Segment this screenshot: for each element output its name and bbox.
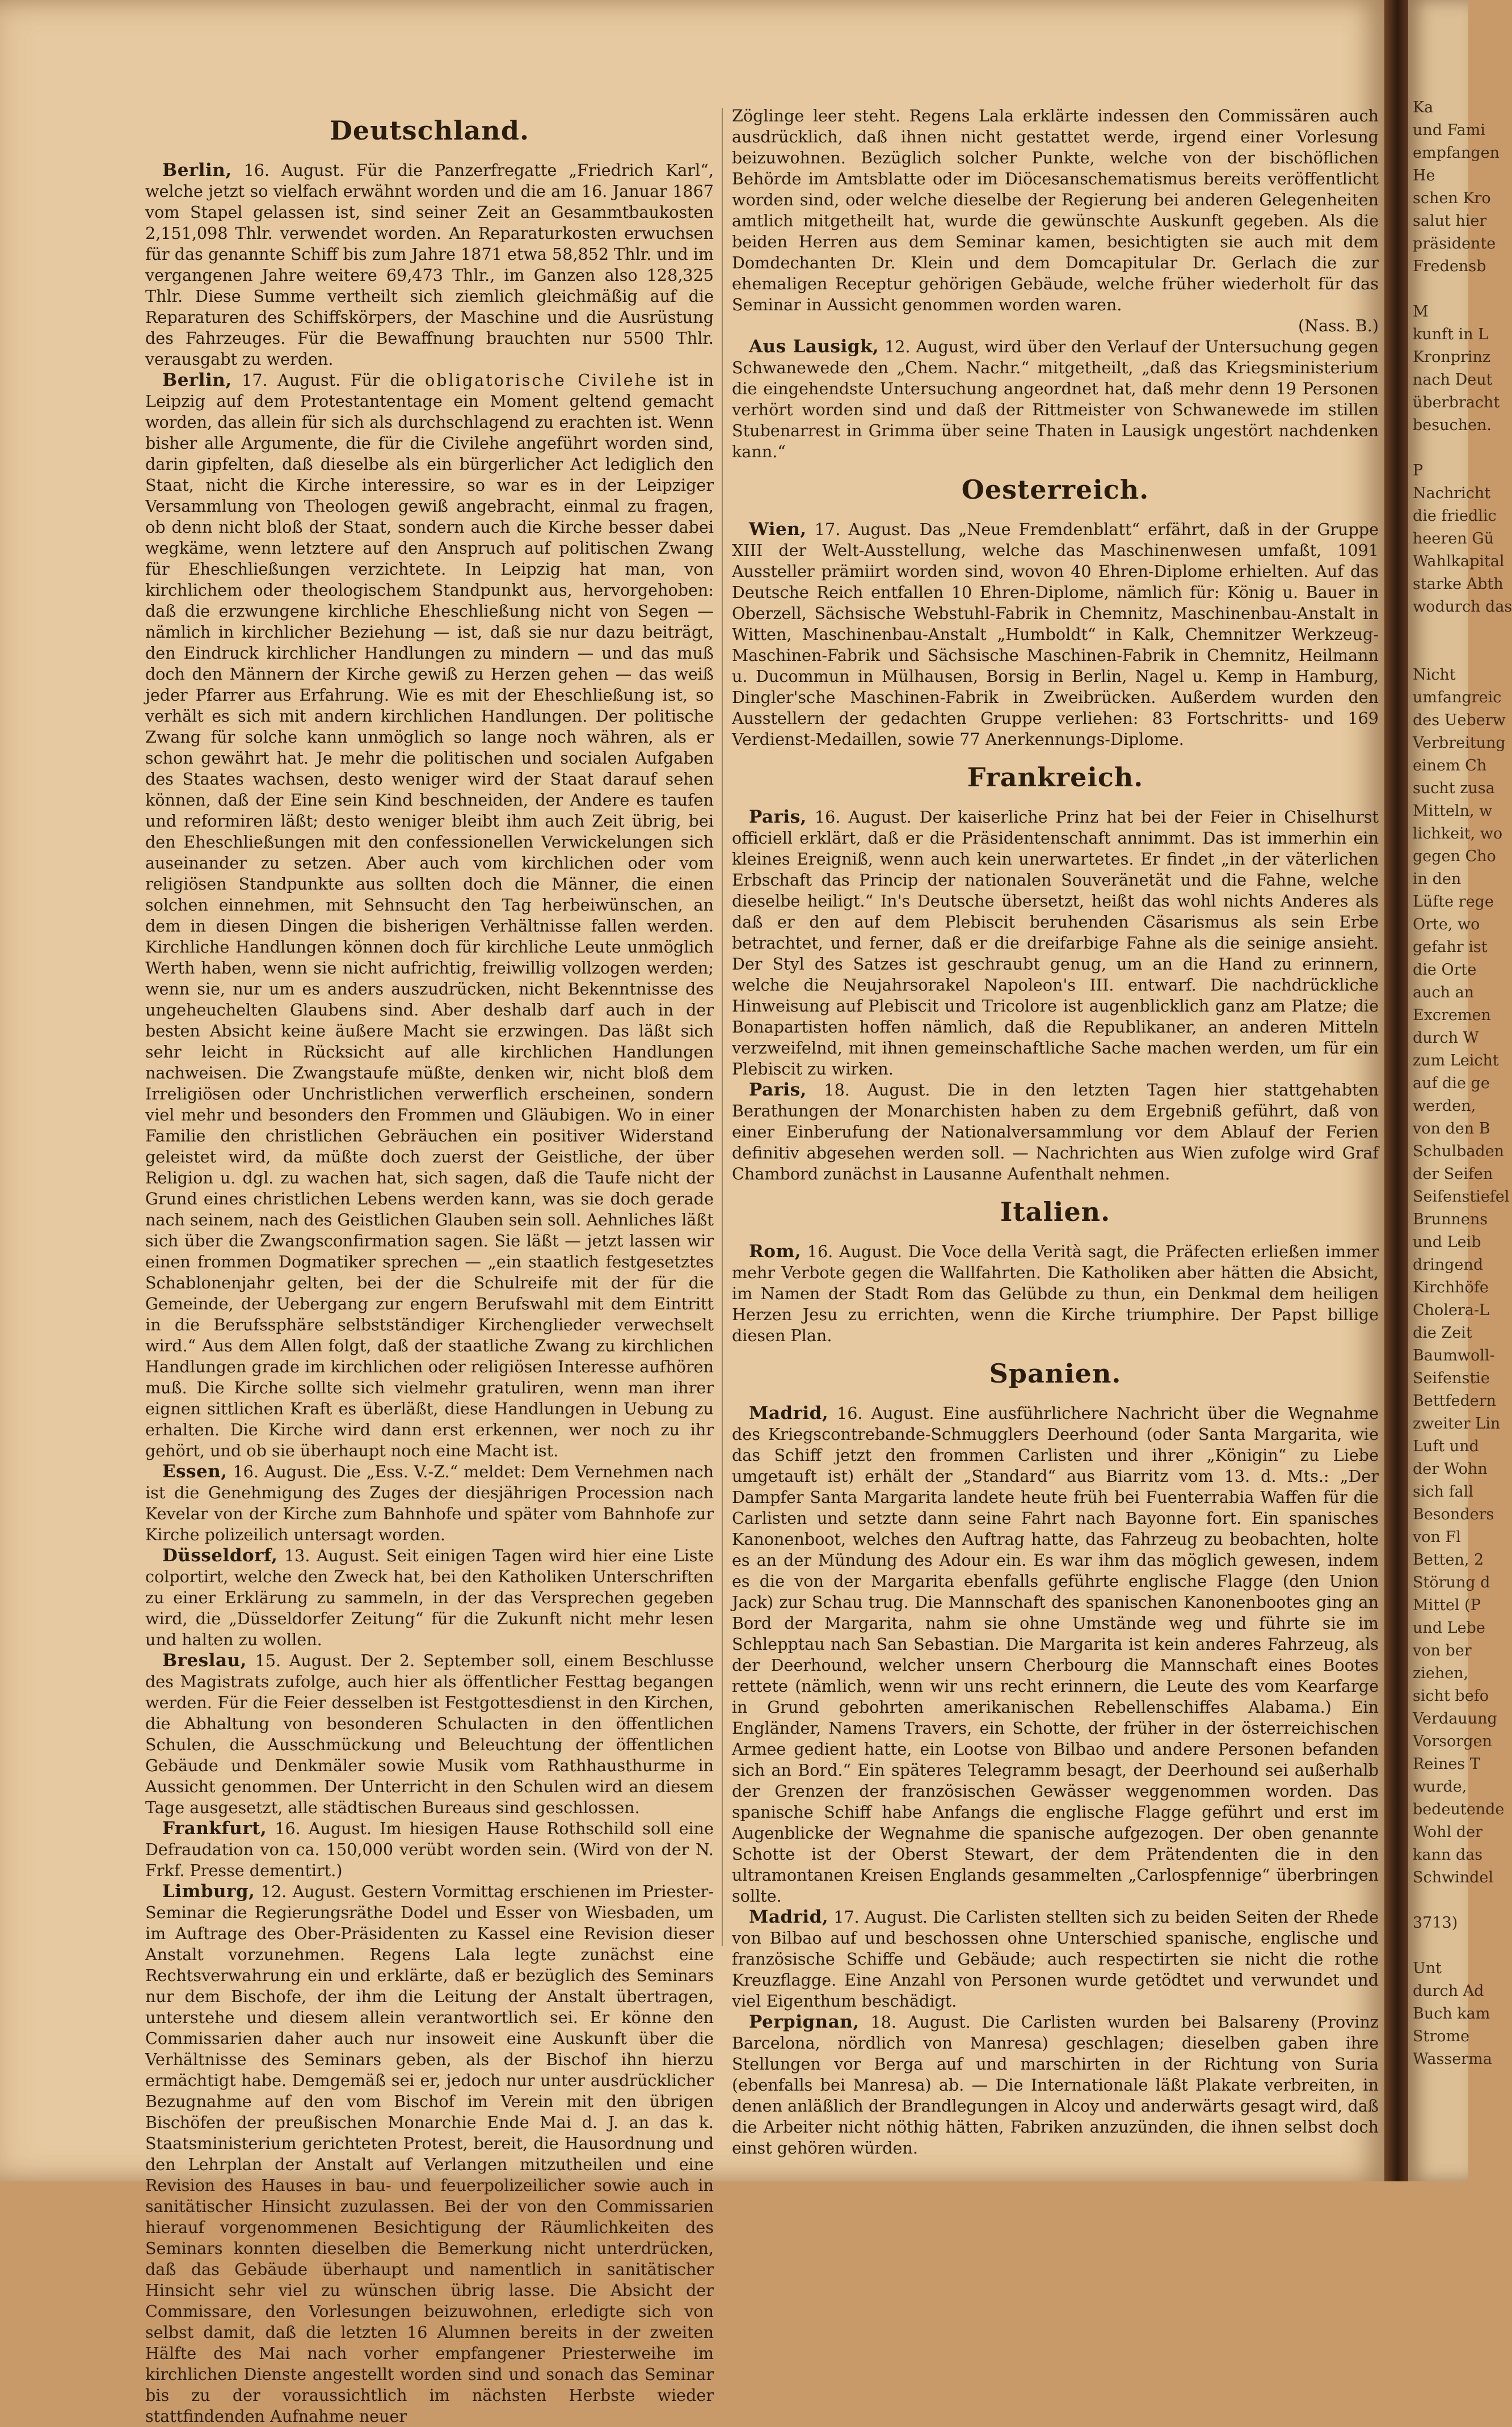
adjacent-page-line: und Fami [1413,121,1485,139]
section-heading-italien: Italien. [1000,1196,1111,1227]
adjacent-page-line: starke Abth [1413,575,1503,593]
article-lausigk [732,336,1379,462]
article-berlin-16-text: 16. August. Für die Panzerfregatte „Friedrich Karl“, welche jetzt so vielfach erwähnt worden und die am 16. Januar 1867 vom Stapel gelassen ist, sind seiner Zeit an Gesammtbaukosten 2,151,098 Thlr. verwendet worden. An Reparaturkosten erwuchsen für das genannte Schiff bis zum Jahre 1871 etwa 58,852 Thlr. und im vergangenen Jahre weitere 69,473 Thlr., im Ganzen also 128,325 Thlr. Diese Summe vertheilt sich ziemlich gleichmäßig auf die Reparaturen des Schiffskörpers, der Maschine und die Ausrüstung des Fahrzeuges. Für die Bewaffnung brauchten nur 5500 Thlr. verausgabt zu werden. [145,161,714,369]
article-duesseldorf-text: 13. August. Seit einigen Tagen wird hier eine Liste colportirt, welche den Zweck hat, bei den Katholiken Unterschriften zu einer Erklärung zu sammeln, in der das Versprechen gegeben wird, die „Düsseldorfer Zeitung“ für die Zukunft nicht mehr lesen und halten zu wollen. [145,1546,714,1649]
adjacent-page-line: Buch kam [1413,2005,1490,2022]
dateline-rom: Rom, [749,1241,802,1262]
adjacent-page-line: die Zeit [1413,1324,1472,1342]
adjacent-page-line: dringend [1413,1256,1484,1274]
article-frankfurt [145,1818,714,1881]
adjacent-page-line: nach Deut [1413,371,1493,389]
article-perpignan [732,2012,1379,2159]
article-breslau [145,1650,714,1818]
adjacent-page-line: Cholera-L [1413,1301,1489,1319]
adjacent-page-line [1413,618,1468,641]
book-spine-gutter [1384,0,1408,2181]
adjacent-page-line: Orte, wo [1413,916,1480,933]
adjacent-page-line: Seifenstie [1413,1370,1490,1387]
article-berlin-16 [145,160,714,370]
adjacent-page-line: Wahlkapital [1413,553,1505,570]
dateline-breslau: Breslau, [162,1650,247,1671]
article-paris-16 [732,807,1379,1080]
adjacent-page-line: Strome [1413,2028,1470,2045]
section-heading-spanien: Spanien. [989,1358,1122,1389]
adjacent-page-line: bedeutende [1413,1801,1505,1818]
adjacent-page-line: Vorsorgen [1413,1733,1492,1750]
adjacent-page-line [1413,641,1468,664]
adjacent-page-line: heeren Gü [1413,530,1494,547]
adjacent-page-line: Lüfte rege [1413,893,1494,911]
article-berlin-17-text-b: ist in Leipzig auf dem Protestantentage ein Moment geltend gemacht worden, das allein für sich als durchschlagend zu erachten ist. Wenn bisher alle Argumente, die für die Civilehe angeführt worden sind, darin gipfelten, daß dieselbe als ein bürgerlicher Act lediglich den Staat, nicht die Kirche interessire, so war es in der Leipziger Versammlung von Theologen gewiß angebracht, einmal zu fragen, ob denn nicht bloß der Staat, sondern auch die Kirche besser dabei wegkäme, wenn letztere auf den Anspruch auf politischen Zwang für Eheschließungen verzichtete. In Leipzig hat man, von kirchlichem oder theologischem Standpunkt aus, hervorgehoben: daß die erzwungene kirchliche Eheschließung nicht von Segen — nämlich in kirchlicher Beziehung — ist, daß sie nur dazu beiträgt, den Eindruck kirchlicher Handlungen zu mindern — und das muß doch den Männern der Kirche gewiß zu Herzen gehen — das weiß jeder Pfarrer aus Erfahrung. Wie es mit der Eheschließung ist, so verhält es sich mit andern kirchlichen Handlungen. Der politische Zwang für solche kann unmöglich so lange noch währen, als er schon gewährt hat. Je mehr die politischen und socialen Aufgaben des Staates wachsen, desto weniger wird der Staat darauf sehen können, daß der Eine sein Kind beschneiden, der Andere es taufen und reformiren läßt; desto weniger bleibt ihm auch Zeit übrig, bei den Eheschließungen mit den confessionellen Verwickelungen sich auseinander zu setzen. Aber auch vom kirchlichen oder vom religiösen Standpunkte aus sollten doch die Männer, die einen solchen einnehmen, mit Sehnsucht den Tag herbeiwünschen, an dem in diesen Dingen die bisherigen Verhältnisse fallen werden. Kirchliche Handlungen können doch für kirchliche Leute unmöglich Werth haben, wenn sie nicht aufrichtig, freiwillig vollzogen werden; wenn sie, nur um es anders auszudrücken, nicht Bekenntnisse des ungeheuchelten Glaubens sind. Aber deshalb darf auch in der besten Absicht keine äußere Macht sie erzwingen. Das läßt sich sehr leicht in Rücksicht auf alle kirchlichen Handlungen nachweisen. Die Zwangstaufe müßte, denken wir, nicht bloß dem Irreligiösen oder Unchristlichen verwerflich erscheinen, sondern viel mehr und besonders den Frommen und Gläubigen. Wo in einer Familie den christlichen Gebräuchen ein positiver Widerstand geleistet wird, da müßte doch zuerst der Geistliche, der über Religion u. dgl. zu wachen hat, sich sagen, daß die Taufe nicht der Grund eines christlichen Lebens werden kann, was sie doch gerade nach seinem, nach des Geistlichen Glauben sein soll. Aehnliches läßt sich über die Zwangsconfirmation sagen. Sie läßt — jetzt lassen wir einen frommen Dogmatiker sprechen — „ein staatlich festgesetztes Schablonenjahr gelten, bei der die Schulreife mit der für die Gemeinde, der Uebergang zur engern Berufswahl mit dem Eintritt in die Berufssphäre selbstständiger Kirchenglieder verwechselt wird.“ Aus dem Allen folgt, daß der staatliche Zwang zu kirchlichen Handlungen grade im kirchlichen oder religiösen Interesse aufhören muß. Die Kirche sollte sich vielmehr gratuliren, wenn man ihrer eignen sittlichen Kraft es überläßt, diese Handlungen in Uebung zu erhalten. Die Kirche wird dann erst erkennen, wer noch zu ihr gehört, und ob sie überhaupt noch eine Macht ist. [145,370,714,1460]
article-duesseldorf [145,1545,714,1650]
article-paris-18-text: 18. August. Die in den letzten Tagen hier stattgehabten Berathungen der Monarchisten haben zu dem Ergebniß geführt, daß von einer Einberufung der Nationalversammlung vor dem Ablauf der Ferien definitiv abgesehen werden soll. — Nachrichten aus Wien zufolge wird Graf Chambord zunächst in Lausanne Aufenthalt nehmen. [732,1080,1379,1183]
adjacent-page-line [1413,278,1468,301]
adjacent-page-line: werden, [1413,1097,1476,1115]
adjacent-page-line: wodurch das [1413,598,1512,616]
adjacent-page-line: überbracht [1413,394,1500,411]
adjacent-page-line: Verdauung [1413,1710,1497,1727]
adjacent-page-line: schen Kro [1413,189,1491,207]
right-column [732,106,1379,2158]
adjacent-page-line: gegen Cho [1413,848,1496,865]
adjacent-page-edge [1408,0,1512,2181]
article-essen [145,1461,714,1545]
adjacent-page-line: der Seifen [1413,1165,1493,1183]
article-breslau-text: 15. August. Der 2. September soll, einem Beschlusse des Magistrats zufolge, auch hier als öffentlicher Festtag begangen werden. Für die Feier desselben ist Festgottesdienst in den Kirchen, die Abhaltung von besonderen Schulacten in den öffentlichen Schulen, die Ausschmückung und Beleuchtung der öffentlichen Gebäude und Denkmäler sowie Musik vom Rathhausthurme in Aussicht genommen. Der Unterricht in den Schulen wird an diesem Tage ausgesetzt, alle städtischen Bureaus sind geschlossen. [145,1651,714,1817]
adjacent-page-line: M [1413,303,1429,321]
article-berlin-17-text-a: 17. August. Für die [231,370,426,390]
adjacent-page-line: besuchen. [1413,416,1492,434]
adjacent-page-line: Unt [1413,1960,1442,1977]
adjacent-page-line: von Fl [1413,1528,1461,1546]
adjacent-page-line: Brunnens [1413,1211,1488,1228]
adjacent-page-line: gefahr ist [1413,938,1488,956]
adjacent-page-line: umfangreic [1413,689,1502,706]
adjacent-page-line: des Ueberw [1413,711,1506,729]
adjacent-page-line: Kirchhöfe [1413,1279,1489,1296]
adjacent-page-line: die Orte [1413,961,1477,979]
adjacent-page-line: Schwindel [1413,1869,1494,1886]
source-signature-nass-b: (Nass. B.) [1298,316,1379,335]
dateline-berlin-16: Berlin, [162,160,232,180]
dateline-duesseldorf: Düsseldorf, [162,1545,278,1566]
adjacent-page-line: Wasserma [1413,2050,1492,2068]
adjacent-page-line: sicht befo [1413,1687,1489,1705]
adjacent-page-line: von den B [1413,1120,1490,1137]
adjacent-page-line: Fredensb [1413,258,1486,275]
dateline-madrid-16: Madrid, [749,1403,829,1423]
dateline-paris-18: Paris, [749,1080,807,1100]
dateline-berlin-17: Berlin, [162,370,232,390]
adjacent-page-line: Mittel (P [1413,1596,1481,1614]
dateline-frankfurt: Frankfurt, [162,1818,267,1839]
adjacent-page-line: zum Leicht [1413,1052,1499,1069]
adjacent-page-line: 3713) [1413,1914,1458,1932]
article-madrid-17 [732,1907,1379,2012]
adjacent-page-line: durch Ad [1413,1982,1484,2000]
adjacent-page-line [1413,437,1468,460]
article-berlin-17-emphasis: obligatorische Civilehe [425,370,659,390]
article-berlin-17 [145,370,714,1461]
adjacent-page-line: durch W [1413,1029,1479,1047]
adjacent-page-line: und Leib [1413,1233,1481,1251]
adjacent-page-line: der Wohn [1413,1460,1488,1478]
article-madrid-16 [732,1403,1379,1907]
article-paris-16-text: 16. August. Der kaiserliche Prinz hat bei der Feier in Chiselhurst officiell erklärt, daß er die Präsidentenschaft annimmt. Das ist immerhin ein kleines Ereigniß, wenn auch kein unerwartetes. Er findet „in der väterlichen Erbschaft das Princip der nationalen Souveränetät und die Fahne, welche dieselbe heiligt.“ In's Deutsche übersetzt, heißt das wohl nichts Anderes als daß er den auf dem Plebiscit beruhenden Cäsarismus als sein Erbe betrachtet, und ferner, daß er die dreifarbige Fahne als die seinige ansieht. Der Styl des Satzes ist geschraubt genug, um an die Hand zu erinnern, welche die Neujahrsorakel Napoleon's III. entwarf. Die nachdrückliche Hinweisung auf Plebiscit und Tricolore ist augenblicklich ganz am Platze; die Bonapartisten hoffen nämlich, daß die Republikaner, an anderen Mitteln verzweifelnd, mit ihnen gemeinschaftliche Sache machen werden, um für ein Plebiscit zu wirken. [732,807,1379,1078]
section-heading-frankreich: Frankreich. [967,762,1144,793]
adjacent-page-line: Bettfedern [1413,1392,1497,1410]
adjacent-page-line: Betten, 2 [1413,1551,1484,1569]
adjacent-page-line: von ber [1413,1642,1472,1659]
article-frankfurt-text: 16. August. Im hiesigen Hause Rothschild soll eine Defraudation von ca. 150,000 verübt worden sein. (Wird von der N. Frkf. Presse dementirt.) [145,1819,714,1880]
adjacent-page-line: Störung d [1413,1574,1490,1591]
adjacent-page-line: lichkeit, wo [1413,825,1503,842]
dateline-essen: Essen, [162,1461,228,1482]
adjacent-page-line: kunft in L [1413,326,1489,343]
dateline-limburg: Limburg, [162,1881,255,1902]
adjacent-page-line: auch an [1413,984,1475,1001]
adjacent-page-line: Besonders [1413,1506,1494,1523]
article-limburg-text: 12. August. Gestern Vormittag erschienen im Priester-Seminar die Regierungsräthe Dodel und Esser von Wiesbaden, um im Auftrage des Ober-Präsidenten zu Kassel eine Revision dieser Anstalt vorzunehmen. Regens Lala legte zunächst eine Rechtsverwahrung ein und erklärte, daß er bezüglich des Seminars nur dem Bischofe, der ihm die Leitung der Anstalt übertragen, unterstehe und diesem allein verantwortlich sei. Er könne den Commissarien daher auch nur insoweit eine Auskunft über die Verhältnisse des Seminars geben, als der Bischof ihn hierzu ermächtigt habe. Demgemäß sei er, jedoch nur unter ausdrücklicher Bezugnahme auf den vom Bischof im Verein mit den übrigen Bischöfen der preußischen Monarchie Ende Mai d. J. an das k. Staatsministerium gerichteten Protest, bereit, die Hausordnung und den Lehrplan der Anstalt auf Verlangen mitzutheilen und eine Revision des Hauses in bau- und feuerpolizeilicher sowie auch in sanitätischer Hinsicht zuzulassen. Bei der von den Commissarien hierauf vorgenommenen Besichtigung der Räumlichkeiten des Seminars konnten dieselben die Bemerkung nicht unterdrücken, daß das Gebäude überhaupt und namentlich in sanitätischer Hinsicht sehr viel zu wünschen übrig lasse. Die Absicht der Commissare, den Vorlesungen beizuwohnen, erledigte sich von selbst damit, daß die letzten 16 Alumnen bereits in der zweiten Hälfte des Mai nach vorher empfangener Priesterweihe im kirchlichen Dienste angestellt worden sind und sonach das Seminar bis zu der voraussichtlich im nächsten Herbste wieder stattfindenden Aufnahme neuer [145,1882,714,2426]
article-lausigk-text: 12. August, wird über den Verlauf der Untersuchung gegen Schwanewede den „Chem. Nachr.“ mitgetheilt, „daß das Kriegsministerium die eingehendste Untersuchung angeordnet hat, daß mehr denn 19 Personen verhört worden sind und daß der Rittmeister von Schwanewede im stillen Stubenarrest in Grimma über seine Thaten in Lausigk ungestört nachdenken kann.“ [732,337,1379,461]
adjacent-page-line: Nicht [1413,666,1456,684]
adjacent-page-line: salut hier [1413,212,1487,230]
adjacent-page-line: kann das [1413,1846,1483,1864]
adjacent-page-line: einem Ch [1413,757,1487,774]
adjacent-page-line: Reines T [1413,1755,1480,1773]
adjacent-page-line: sucht zusa [1413,779,1495,797]
article-madrid-16-text: 16. August. Eine ausführlichere Nachricht über die Wegnahme des Kriegscontrebande-Schmugglers Deerhound (oder Santa Margarita, wie das Schiff jetzt den frommen Carlisten und ihrer „Königin“ zu Liebe umgetauft ist) erhält der „Standard“ aus Biarritz vom 13. d. Mts.: „Der Dampfer Santa Margarita landete heute früh bei Fuenterrabia Waffen für die Carlisten und setzte dann seine Fahrt nach Bayonne fort. Ein spanisches Kanonenboot, welches den Auftrag hatte, das Fahrzeug zu beobachten, holte es an der Mündung des Adour ein. Es war ihm das möglich gewesen, indem es die von der Margarita ebenfalls geführte englische Flagge (den Union Jack) zur Schau trug. Die Mannschaft des spanischen Kanonenbootes ging an Bord der Margarita, nahm sie ohne Umstände weg und führte sie im Schlepptau nach San Sebastian. Die Margarita ist kein anderes Fahrzeug, als der Deerhound, welcher unsern Cherbourg die Mannschaft eines Bootes rettete (nämlich, wenn wir uns recht erinnern, die Leute des vom Kearfarge in Grund gebohrten amerikanischen Rebellenschiffes Alabama.) Ein Engländer, Namens Travers, ein Schotte, der früher in der österreichischen Armee gedient hatte, ein Lootse von Bilbao und andere Personen befanden sich an Bord.“ Ein späteres Telegramm besagt, der Deerhound sei außerhalb der Grenzen der französischen Gewässer weggenommen worden. Das spanische Schiff habe Anfangs die englische Flagge geführt und erst im Augenblicke der Wegnahme die spanische aufgezogen. Der oben genannte Schotte ist der Oberst Stewart, der dem Prätendenten die in den ultramontanen Kreisen Englands gesammelten „Carlospfennige“ überbringen sollte. [732,1404,1379,1906]
adjacent-page-line: Wohl der [1413,1823,1482,1841]
article-essen-text: 16. August. Die „Ess. V.-Z.“ meldet: Dem Vernehmen nach ist die Genehmigung des Zuges der diesjährigen Procession nach Kevelar von der Kirche zum Bahnhofe und später vom Bahnhofe zur Kirche polizeilich untersagt worden. [145,1462,714,1544]
adjacent-page-line: Schulbaden [1413,1143,1505,1160]
adjacent-page-line: Nachricht [1413,484,1491,502]
adjacent-page-line: wurde, [1413,1778,1467,1796]
adjacent-page-line: P [1413,462,1423,479]
article-madrid-17-text: 17. August. Die Carlisten stellten sich zu beiden Seiten der Rhede von Bilbao auf und beschossen ohne Unterschied spanische, englische und französische Schiffe und Gebäude; auch respectirten sie nicht die rothe Kreuzflagge. Eine Anzahl von Personen wurde getödtet und verwundet und viel Eigenthum beschädigt. [732,1907,1379,2011]
article-wien-text: 17. August. Das „Neue Fremdenblatt“ erfährt, daß in der Gruppe XIII der Welt-Ausstellung, welche das Maschinenwesen umfaßt, 1091 Aussteller prämiirt worden sind, wovon 40 Ehren-Diplome erhielten. Auf das Deutsche Reich entfallen 10 Ehren-Diplome, nämlich für: König u. Bauer in Oberzell, Sächsische Webstuhl-Fabrik in Chemnitz, Maschinenbau-Anstalt in Witten, Maschinenbau-Anstalt „Humboldt“ in Kalk, Chemnitzer Werkzeug-Maschinen-Fabrik und Sächsische Maschinen-Fabrik in Chemnitz, Heilmann u. Ducommun in Mülhausen, Borsig in Berlin, Nagel u. Kemp in Hamburg, Dingler'sche Maschinen-Fabrik in Zweibrücken. Außerdem wurden den Ausstellern der gedachten Gruppe verliehen: 83 Fortschritts- und 169 Verdienst-Medaillen, sowie 77 Anerkennungs-Diplome. [732,520,1379,749]
article-perpignan-text: 18. August. Die Carlisten wurden bei Balsareny (Provinz Barcelona, nördlich von Manresa) geschlagen; dieselben gaben ihre Stellungen vor Berga auf und marschirten in der Richtung von Suria (ebenfalls bei Manresa) ab. — Die Internationale läßt Plakate verbreiten, in denen anläßlich der Brandlegungen in Alcoy und anderwärts gesagt wird, daß die Arbeiter nicht nöthig hätten, Fabriken anzuzünden, die ihnen selbst doch einst gehören würden. [732,2012,1379,2158]
adjacent-page-line: und Lebe [1413,1619,1485,1637]
adjacent-page-line: sich fall [1413,1483,1473,1501]
adjacent-page-line: präsidente [1413,235,1496,252]
adjacent-page-line [1413,1889,1468,1912]
adjacent-page-line: Baumwoll- [1413,1347,1495,1364]
dateline-perpignan: Perpignan, [749,2012,860,2032]
article-limburg [145,1881,714,2427]
adjacent-page-line: Kronprinz [1413,348,1491,366]
adjacent-page-line: Luft und [1413,1438,1479,1455]
adjacent-page-line [1413,1935,1468,1957]
adjacent-page-line: Excremen [1413,1006,1491,1024]
adjacent-page-line: ziehen, [1413,1665,1469,1682]
adjacent-page-text-fragment [1408,0,1512,2071]
adjacent-page-line: empfangen [1413,144,1500,162]
article-limburg-continued: Zöglinge leer steht. Regens Lala erklärte indessen den Commissären auch ausdrücklich, daß ihnen nicht gestattet werde, irgend einer Vorlesung beizuwohnen. Bezüglich solcher Punkte, welche von der bischöflichen Behörde im Amtsblatte oder im Diöcesanschematismus bereits veröffentlicht worden sind, oder welche dieselbe der Regierung bei anderen Gelegenheiten amtlich mitgetheilt hat, wurde die gewünschte Auskunft gegeben. Als die beiden Herren aus dem Seminar kamen, besichtigten sie auch mit dem Domdechanten Dr. Klein und dem Domcapitular Dr. Gerlach die zur ehemaligen Receptur gehörigen Gebäude, welche früher wiederholt für das Seminar in Aussicht genommen worden waren. [732,106,1379,314]
adjacent-page-line: die friedlic [1413,507,1497,525]
article-paris-18 [732,1080,1379,1185]
adjacent-page-line: Mitteln, w [1413,802,1493,820]
left-column [145,113,714,2426]
adjacent-page-line: zweiter Lin [1413,1415,1501,1432]
dateline-paris-16: Paris, [749,807,807,827]
article-rom-text: 16. August. Die Voce della Verità sagt, die Präfecten erließen immer mehr Verbote gegen die Wallfahrten. Die Katholiken aber hätten die Absicht, im Namen der Stadt Rom das Gelübde zu thun, ein Denkmal dem heiligen Herzen Jesu zu errichten, wenn die Kirche triumphire. Der Papst billige diesen Plan. [732,1242,1379,1345]
dateline-madrid-17: Madrid, [749,1907,829,1927]
adjacent-page-line: auf die ge [1413,1075,1490,1092]
article-wien [732,519,1379,750]
article-rom [732,1241,1379,1346]
adjacent-page-line: Ka [1413,99,1434,116]
adjacent-page-line: Seifenstiefel [1413,1188,1510,1206]
adjacent-page-line: in den [1413,870,1462,888]
adjacent-page-line: Verbreitung [1413,734,1506,752]
dateline-wien: Wien, [749,519,807,540]
section-heading-oesterreich: Oesterreich. [961,474,1149,505]
column-divider [722,108,723,1946]
dateline-lausigk: Aus Lausigk, [749,336,879,357]
section-heading-deutschland: Deutschland. [329,115,530,146]
adjacent-page-line: He [1413,167,1435,184]
